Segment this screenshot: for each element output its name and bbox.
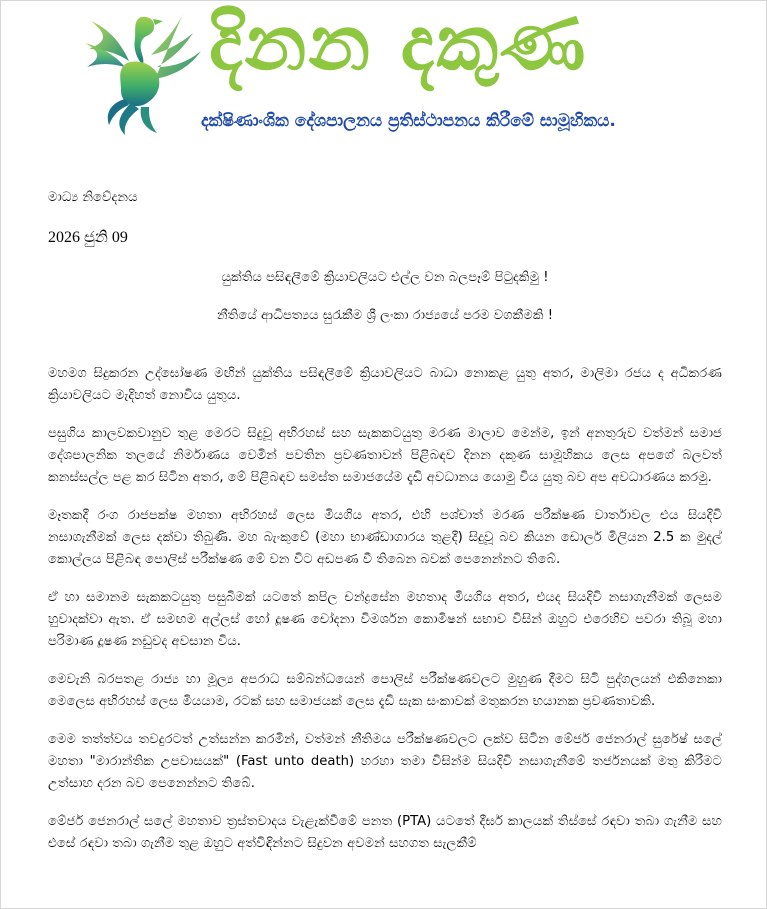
paragraph: මහමග සිදුකරන උද්ඝෝෂණ මඟින් යුක්තිය පසිඳලීමේ ක්‍රියාවලියට බාධා නොකළ යුතු අතර, මාලිමා රජය ද අධිකරණ ක්‍රියාවලියට මැදිහත් නොවිය යුතුය. (48, 366, 722, 403)
brand-tagline: දක්ෂිණාංශික දේශපාලනය ප්‍රතිස්ථාපනය කිරීමේ සාමූහිකය. (201, 111, 616, 131)
document-date: 2026 ජුනි 09 (48, 229, 128, 246)
paragraph: මෑතකදී රංග රාජපක්ෂ මහතා අභිරහස් ලෙස මියගිය අතර, එහි පශ්චාත් මරණ පරීක්ෂණ වාර්තාවල එය සියදිවි නසාගැනීමක් ලෙස දක්වා තිබුණි. මහ බැංකුවේ (මහා භාණ්ඩාගාරය තුළදී) සිදුවූ බව කියන ඩොලර් මිලියන 2.5 ක මුදල් කොල්ලය පිළිබඳ පොලිස් පරීක්ෂණ මේ වන විට අඩපණ වී තිබෙන බවක් පෙනෙන්නට තිබේ. (48, 508, 722, 567)
letterhead (81, 0, 701, 143)
paragraph: ඒ හා සමානම සැකකටයුතු පසුබිමක් යටතේ කපිල චන්ද්‍රසේන මහතාද මියගිය අතර, එයද සියදිවි නසාගැනීමක් ලෙසම හුවාදක්වා ඇත. ඒ සමඟම අල්ලස් හෝ දූෂණ චෝදනා විමර්ශන කොමිෂන් සභාව විසින් ඔහුට එරෙහිව පවරා තිබූ මහා පරිමාණ දූෂණ නඩුවද අවසාන විය. (48, 590, 722, 649)
document-label: මාධ්‍ය නිවේදනය (48, 190, 138, 205)
phoenix-logo-icon (81, 3, 206, 138)
paragraph-list (48, 363, 722, 855)
brand-title: දිනන දකුණ (209, 0, 588, 87)
headline-primary: යුක්තිය පසිඳලීමේ ක්‍රියාවලියට එල්ල වන බලපෑම් පිටුදකිමු ! (221, 270, 549, 285)
paragraph: මේජර් ජෙනරාල් සලේ මහතාව ත්‍රස්තවාදය වැළැක්වීමේ පනත (PTA) යටතේ දීර්ඝ කාලයක් තිස්සේ රඳවා තබා ගැනීම සහ එසේ රඳවා තබා ගැනීම තුළ ඔහුට අත්විඳින්නට සිදුවන අවමන් සහගත සැලකීම් (48, 814, 722, 851)
paragraph: පසුගිය කාලවකවානුව තුළ මෙරට සිදුවූ අභිරහස් සහ සැකකටයුතු මරණ මාලාව මෙන්ම, ඉන් අනතුරුව වත්මන් සමාජ දේශපාලනික තලයේ නිර්මාණය වෙමින් පවතින ප්‍රවණතාවන් පිළිබඳව දිනන දකුණ සාමූහිකය ලෙස අපගේ බලවත් කනස්සල්ල පළ කර සිටින අතර, මේ පිළිබඳව සමස්ත සමාජයේම දැඩි අවධානය යොමු විය යුතු බව අප අවධාරණය කරමු. (48, 426, 722, 485)
paragraph: මෙවැනි බරපතළ රාජ්‍ය හා මූල්‍ය අපරාධ සම්බන්ධයෙන් පොලිස් පරීක්ෂණවලට මුහුණ දීමට සිටි පුද්ගලයන් එකිනෙකා මෙලෙස අභිරහස් ලෙස මියයාම, රටක් සහ සමාජයක් ලෙස දැඩි සැක සංකාවක් මතුකරන භයානක ප්‍රවණතාවකි. (48, 672, 722, 709)
headline-secondary: නීතියේ ආධිපත්‍යය සුරැකීම ශ්‍රී ලංකා රාජ්‍යයේ පරම වගකීමකි ! (216, 308, 554, 323)
paragraph: මෙම තත්ත්වය තවදුරටත් උත්සන්න කරමින්, වත්මන් නීතිමය පරීක්ෂණවලට ලක්ව සිටින මේජර් ජෙනරාල් සුරේෂ් සලේ මහතා "මාරාන්තික උපවාසයක්" (Fast unto death) හරහා තමා විසින්ම සියදිවි නසාගැනීමේ තර්ජනයක් මතු කිරීමට උත්සාහ දරන බව පෙනෙන්නට තිබේ. (48, 732, 722, 791)
press-release-body (48, 187, 722, 871)
